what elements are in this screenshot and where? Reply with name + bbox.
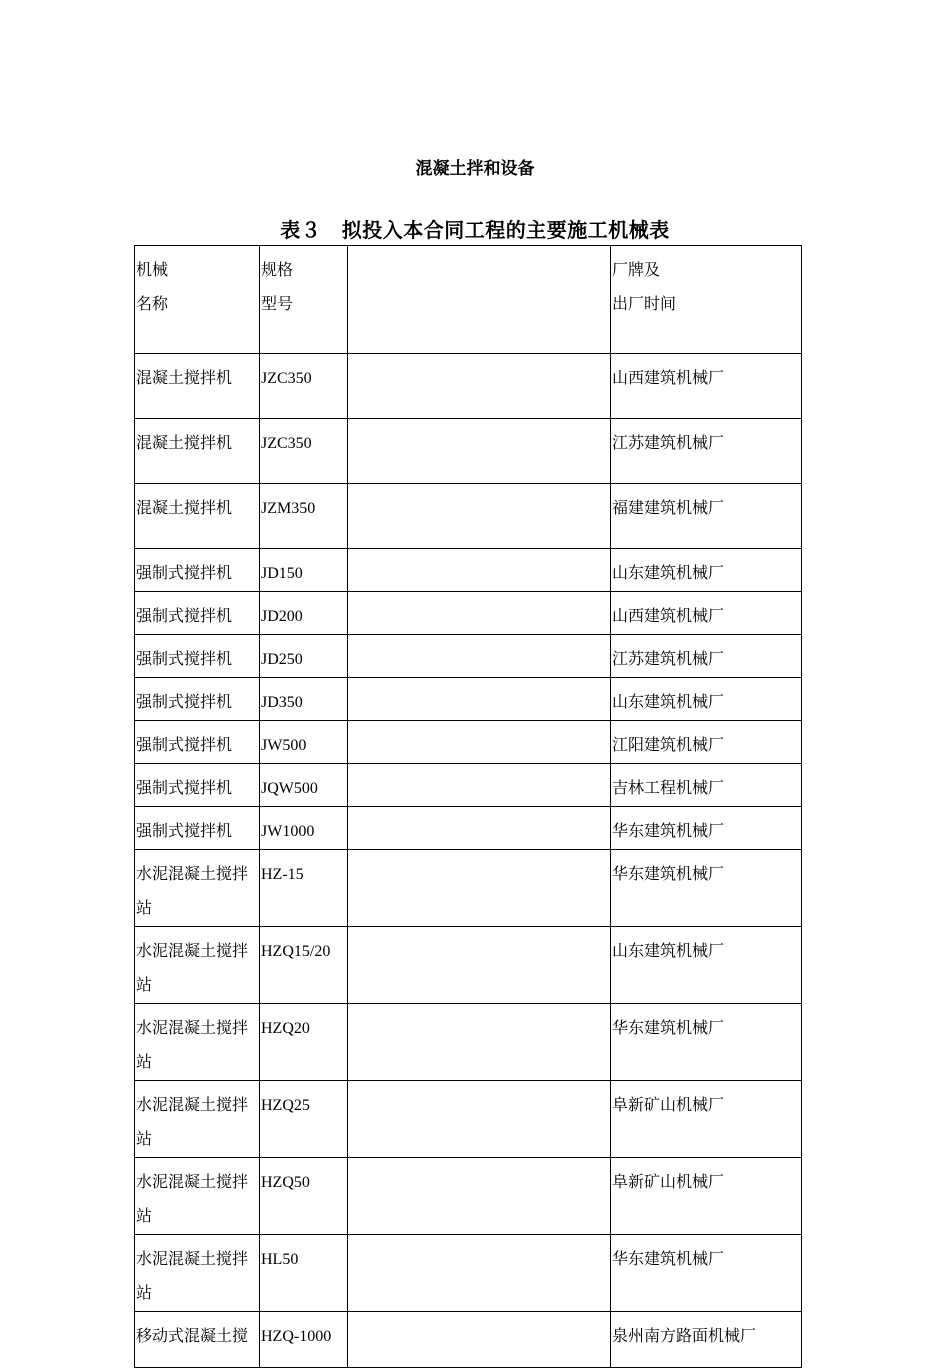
model-cell: JD150 — [260, 549, 348, 592]
header-spec-model — [260, 246, 348, 354]
blank-cell — [348, 1081, 611, 1158]
table-row — [135, 807, 802, 850]
model-cell: JZC350 — [260, 419, 348, 484]
maker-cell: 华东建筑机械厂 — [611, 1004, 802, 1081]
maker-cell: 江苏建筑机械厂 — [611, 635, 802, 678]
maker-cell: 吉林工程机械厂 — [611, 764, 802, 807]
model-cell: HZQ25 — [260, 1081, 348, 1158]
blank-cell — [348, 1235, 611, 1312]
maker-cell: 山东建筑机械厂 — [611, 549, 802, 592]
table-row — [135, 1004, 802, 1081]
maker-cell: 华东建筑机械厂 — [611, 807, 802, 850]
model-cell: HZQ15/20 — [260, 927, 348, 1004]
table-row — [135, 1158, 802, 1235]
header-text: 名称 — [136, 296, 169, 313]
table-row — [135, 635, 802, 678]
machine-name-cell: 强制式搅拌机 — [135, 549, 260, 592]
table-row — [135, 592, 802, 635]
header-maker-date — [611, 246, 802, 354]
table-header-row — [135, 246, 802, 354]
maker-cell: 山东建筑机械厂 — [611, 927, 802, 1004]
blank-cell — [348, 1158, 611, 1235]
machine-name-cell: 移动式混凝土搅 — [135, 1312, 260, 1368]
machine-name-cell: 混凝土搅拌机 — [135, 484, 260, 549]
table-row — [135, 1312, 802, 1368]
machine-name-cell: 水泥混凝土搅拌站 — [135, 1158, 260, 1235]
header-text: 出厂时间 — [612, 296, 677, 313]
model-cell: JZM350 — [260, 484, 348, 549]
machine-name-cell: 水泥混凝土搅拌站 — [135, 1235, 260, 1312]
machine-name-cell: 强制式搅拌机 — [135, 635, 260, 678]
machine-name-cell: 强制式搅拌机 — [135, 807, 260, 850]
blank-cell — [348, 484, 611, 549]
model-cell: HZQ-1000 — [260, 1312, 348, 1368]
machine-name-cell: 强制式搅拌机 — [135, 592, 260, 635]
blank-cell — [348, 419, 611, 484]
blank-cell — [348, 678, 611, 721]
maker-cell: 华东建筑机械厂 — [611, 1235, 802, 1312]
model-cell: JD200 — [260, 592, 348, 635]
machine-name-cell: 强制式搅拌机 — [135, 721, 260, 764]
blank-cell — [348, 354, 611, 419]
header-machine-name — [135, 246, 260, 354]
maker-cell: 福建建筑机械厂 — [611, 484, 802, 549]
model-cell: HZQ20 — [260, 1004, 348, 1081]
table-row — [135, 927, 802, 1004]
model-cell: JW1000 — [260, 807, 348, 850]
blank-cell — [348, 1004, 611, 1081]
table-row — [135, 1081, 802, 1158]
table-row — [135, 354, 802, 419]
table-row — [135, 1235, 802, 1312]
blank-cell — [348, 592, 611, 635]
blank-cell — [348, 850, 611, 927]
maker-cell: 阜新矿山机械厂 — [611, 1081, 802, 1158]
machine-name-cell: 水泥混凝土搅拌站 — [135, 1004, 260, 1081]
table-row — [135, 721, 802, 764]
maker-cell: 阜新矿山机械厂 — [611, 1158, 802, 1235]
machine-name-cell: 水泥混凝土搅拌站 — [135, 850, 260, 927]
blank-cell — [348, 549, 611, 592]
blank-cell — [348, 807, 611, 850]
table-row — [135, 549, 802, 592]
table-row — [135, 484, 802, 549]
machine-name-cell: 混凝土搅拌机 — [135, 354, 260, 419]
model-cell: JD350 — [260, 678, 348, 721]
model-cell: HZQ50 — [260, 1158, 348, 1235]
table-row — [135, 850, 802, 927]
maker-cell: 山西建筑机械厂 — [611, 592, 802, 635]
blank-cell — [348, 927, 611, 1004]
table-row — [135, 678, 802, 721]
maker-cell: 山东建筑机械厂 — [611, 678, 802, 721]
table-title: 表３ 拟投入本合同工程的主要施工机械表 — [280, 218, 670, 242]
machine-name-cell: 强制式搅拌机 — [135, 678, 260, 721]
model-cell: HL50 — [260, 1235, 348, 1312]
machine-name-cell: 水泥混凝土搅拌站 — [135, 1081, 260, 1158]
machine-name-cell: 水泥混凝土搅拌站 — [135, 927, 260, 1004]
blank-cell — [348, 1312, 611, 1368]
blank-cell — [348, 721, 611, 764]
machine-name-cell: 混凝土搅拌机 — [135, 419, 260, 484]
header-blank — [348, 246, 611, 354]
model-cell: JD250 — [260, 635, 348, 678]
machine-name-cell: 强制式搅拌机 — [135, 764, 260, 807]
model-cell: JZC350 — [260, 354, 348, 419]
maker-cell: 江苏建筑机械厂 — [611, 419, 802, 484]
maker-cell: 山西建筑机械厂 — [611, 354, 802, 419]
table-row — [135, 764, 802, 807]
equipment-table — [134, 245, 802, 1368]
table-row — [135, 419, 802, 484]
maker-cell: 华东建筑机械厂 — [611, 850, 802, 927]
header-text: 机械 — [136, 262, 169, 279]
header-text: 规格 — [261, 262, 294, 279]
blank-cell — [348, 764, 611, 807]
section-subtitle: 混凝土拌和设备 — [415, 159, 535, 179]
model-cell: JQW500 — [260, 764, 348, 807]
model-cell: JW500 — [260, 721, 348, 764]
header-text: 型号 — [261, 296, 294, 313]
model-cell: HZ-15 — [260, 850, 348, 927]
maker-cell: 江阳建筑机械厂 — [611, 721, 802, 764]
header-text: 厂牌及 — [612, 262, 661, 279]
maker-cell: 泉州南方路面机械厂 — [611, 1312, 802, 1368]
blank-cell — [348, 635, 611, 678]
